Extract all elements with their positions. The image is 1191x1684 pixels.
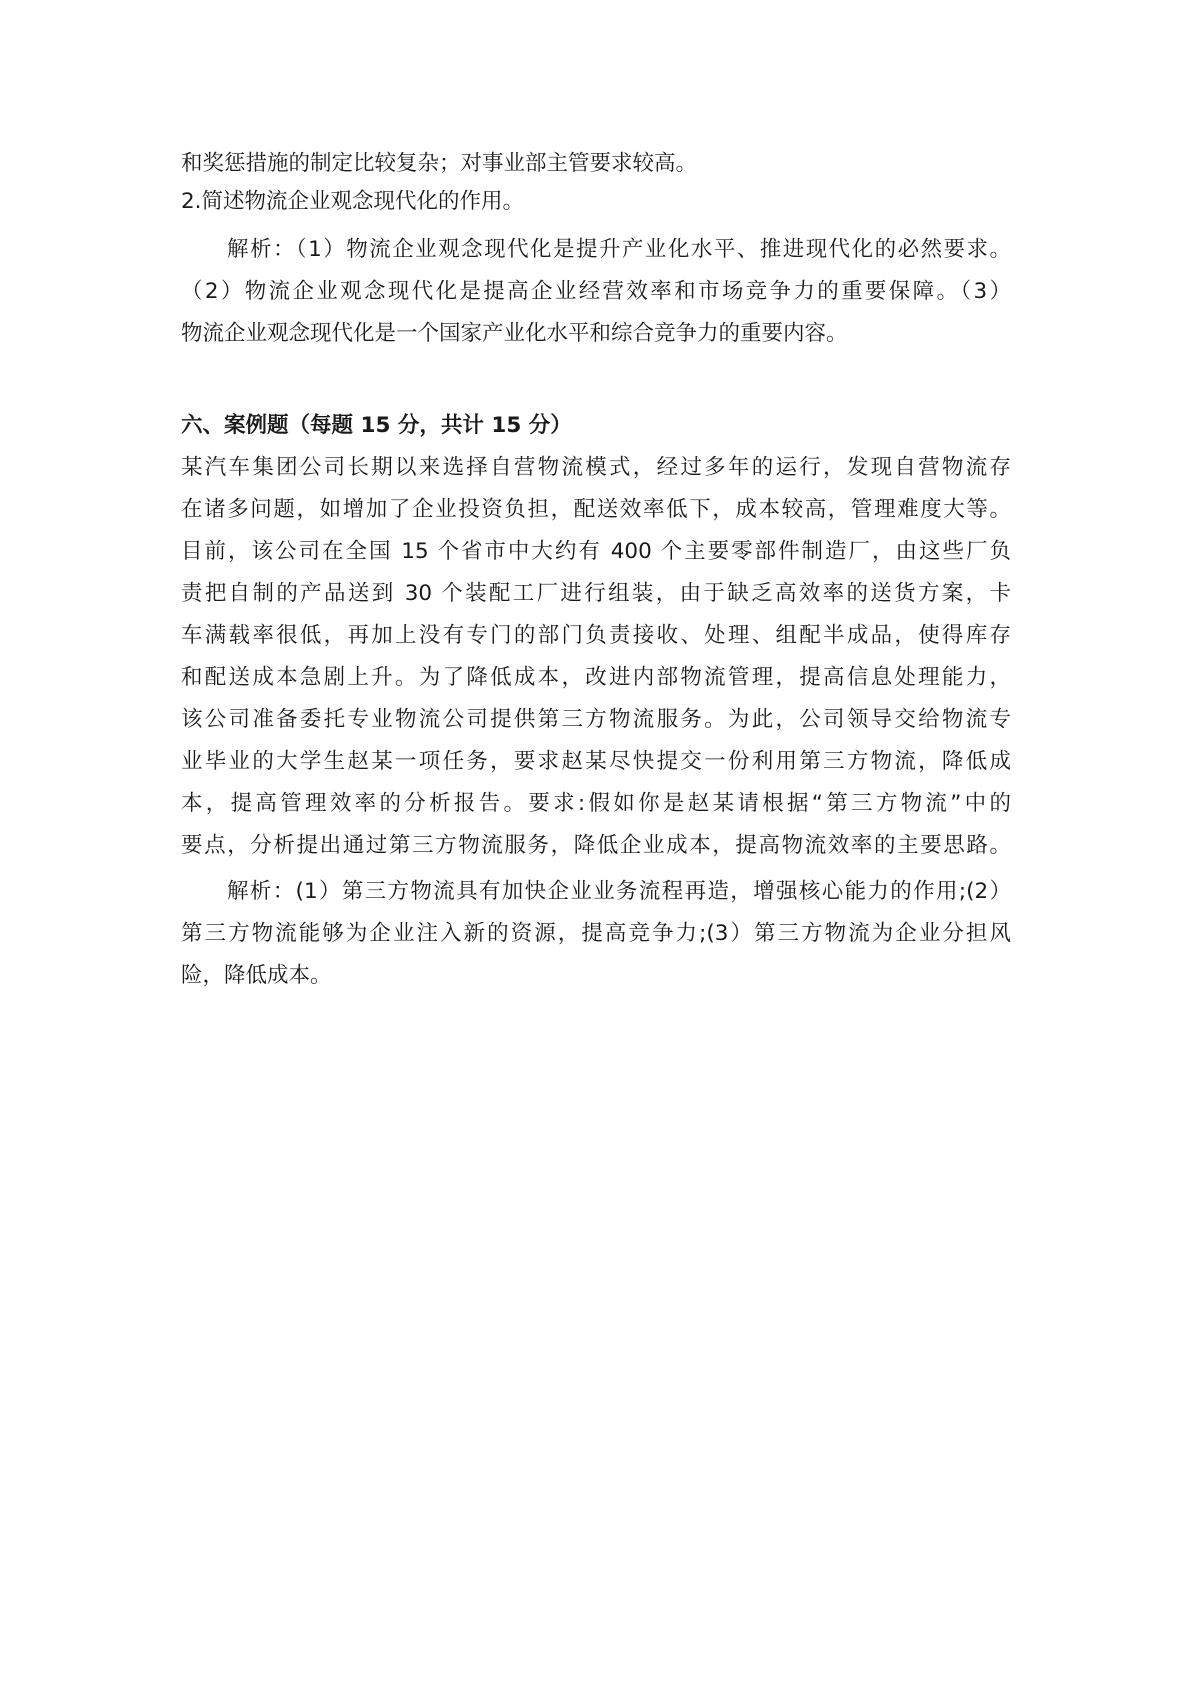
answer-line: 解析：(1）第三方物流具有加快企业业务流程再造，增强核心能力的作用;(2）	[227, 879, 1011, 904]
case-line: 责把自制的产品送到 30 个装配工厂进行组装，由于缺乏高效率的送货方案，卡	[181, 581, 1011, 606]
case-line: 本，提高管理效率的分析报告。要求:假如你是赵某请根据“第三方物流”中的	[181, 791, 1011, 816]
answer-line: 险，降低成本。	[181, 963, 332, 988]
answer-line: 物流企业观念现代化是一个国家产业化水平和综合竞争力的重要内容。	[181, 321, 848, 346]
case-line: 在诸多问题，如增加了企业投资负担，配送效率低下，成本较高，管理难度大等。	[181, 497, 1011, 522]
case-line: 某汽车集团公司长期以来选择自营物流模式，经过多年的运行，发现自营物流存	[181, 455, 1011, 480]
answer-line: （2）物流企业观念现代化是提高企业经营效率和市场竞争力的重要保障。（3）	[181, 279, 1011, 304]
case-line: 和配送成本急剧上升。为了降低成本，改进内部物流管理，提高信息处理能力，	[181, 665, 1011, 690]
question-title: 2.简述物流企业观念现代化的作用。	[181, 189, 525, 214]
case-line: 业毕业的大学生赵某一项任务，要求赵某尽快提交一份利用第三方物流，降低成	[181, 749, 1011, 774]
case-line: 该公司准备委托专业物流公司提供第三方物流服务。为此，公司领导交给物流专	[181, 707, 1011, 732]
section-heading: 六、案例题（每题 15 分，共计 15 分）	[181, 413, 572, 438]
case-line: 要点，分析提出通过第三方物流服务，降低企业成本，提高物流效率的主要思路。	[181, 833, 1011, 858]
answer-line: 解析：（1）物流企业观念现代化是提升产业化水平、推进现代化的必然要求。	[227, 237, 1011, 262]
text-line: 和奖惩措施的制定比较复杂；对事业部主管要求较高。	[181, 151, 698, 176]
answer-line: 第三方物流能够为企业注入新的资源，提高竞争力;(3）第三方物流为企业分担风	[181, 921, 1011, 946]
case-line: 车满载率很低，再加上没有专门的部门负责接收、处理、组配半成品，使得库存	[181, 623, 1011, 648]
case-line: 目前，该公司在全国 15 个省市中大约有 400 个主要零部件制造厂，由这些厂负	[181, 539, 1011, 564]
